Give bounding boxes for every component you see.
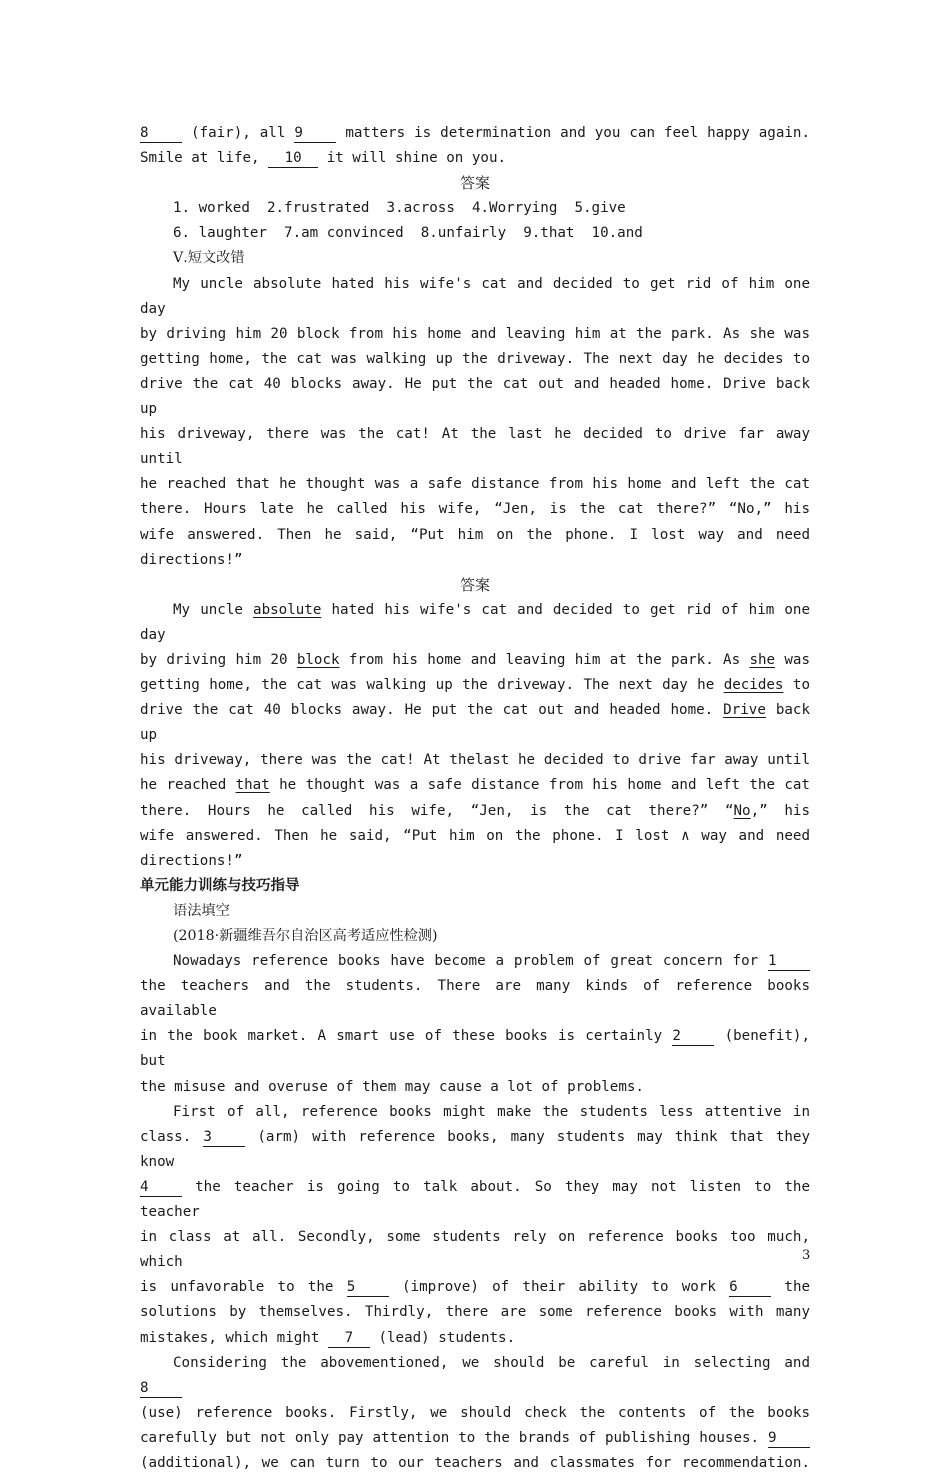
- grammar-title: 语法填空: [173, 902, 230, 919]
- blank-6: 6: [729, 1278, 771, 1297]
- answer-heading: 答案: [459, 174, 490, 193]
- error-word: block: [296, 651, 340, 668]
- blank-7: 7: [328, 1329, 370, 1348]
- source-note: (2018·新疆维吾尔自治区高考适应性检测): [173, 928, 438, 944]
- answer-heading: 答案: [459, 575, 490, 594]
- blank-3: 3: [203, 1128, 245, 1147]
- blank-8: 8: [140, 124, 182, 143]
- error-word: absolute: [253, 601, 322, 618]
- page-number: 3: [802, 1248, 811, 1263]
- document-page: [140, 121, 810, 1476]
- answers-row-2: 6. laughter 7.am convinced 8.unfairly 9.that 10.and: [173, 225, 643, 242]
- error-passage: My uncle absolute hated his wife's cat and decided to get rid of him one day by driving him 20 block from his home and leaving him at the park. As she was getting home, the cat was walking up the driveway. The next day he decides to drive the cat 40 blocks away. He put the cat out and headed home. Drive back up his driveway, there was the cat! At the last he decided to drive far away until he reached that he thought was a safe distance from his home and left the cat there. Hours late he called his wife, “Jen, is the cat there?” “No,” his wife answered. Then he said, “Put him on the phone. I lost way and need directions!”: [140, 275, 810, 568]
- corrected-passage: My uncle absolute hated his wife's cat and decided to get rid of him one day by driving him 20 block from his home and leaving him at the park. As she was getting home, the cat was walking up the driveway. The next day he decides to drive the cat 40 blocks away. He put the cat out and headed home. Drive back up his driveway, there was the cat! At thelast he decided to drive far away until he reached that he thought was a safe distance from his home and left the cat there. Hours he called his wife, “Jen, is the cat there?” “No,” his wife answered. Then he said, “Put him on the phone. I lost ∧ way and need directions!”: [140, 601, 811, 869]
- section-title: Ⅴ.短文改错: [173, 250, 245, 267]
- blank-2: 2: [672, 1027, 714, 1046]
- error-word: No: [733, 802, 751, 819]
- error-word: that: [235, 777, 270, 794]
- text-line: 8 (fair), all 9 matters is determination and you can feel happy again.: [140, 125, 811, 141]
- blank-8b: 8: [140, 1379, 182, 1398]
- error-word: Drive: [723, 702, 766, 719]
- blank-4: 4: [140, 1178, 182, 1197]
- insert-mark: ∧: [681, 827, 690, 844]
- unit-title: 单元能力训练与技巧指导: [140, 877, 300, 894]
- blank-10: 10: [268, 149, 318, 168]
- error-word: decides: [723, 677, 784, 694]
- answers-row-1: 1. worked 2.frustrated 3.across 4.Worrying 5.give: [173, 200, 626, 217]
- error-word: she: [749, 651, 776, 668]
- blank-1: 1: [768, 952, 810, 971]
- blank-9b: 9: [768, 1429, 810, 1448]
- blank-9: 9: [294, 124, 336, 143]
- text-line: Smile at life, 10 it will shine on you.: [140, 150, 507, 167]
- blank-5: 5: [347, 1278, 389, 1297]
- grammar-passage: Nowadays reference books have become a problem of great concern for 1 the teachers and the students. There are many kinds of reference books available in the book market. A smart use of these books is certainly 2 (benefit), but the misuse and overuse of them may cause a lot of problems. First of all, reference books might make the students less attentive in class. 3 (arm) with reference books, many students may think that they know 4 the teacher is going to talk about. So they may not listen to the teacher in class at all. Secondly, some students rely on reference books too much, which is unfavorable to the 5 (improve) of their ability to work 6 the solutions by themselves. Thirdly, there are some reference books with many mistakes, which might 7 (lead) students. Considering the abovementioned, we should be careful in selecting and 8 (use) reference books. Firstly, we should check the contents of the books carefully but not only pay attention to the brands of publishing houses. 9 (additional), we can turn to our teachers and classmates for recommendation.: [140, 953, 811, 1471]
